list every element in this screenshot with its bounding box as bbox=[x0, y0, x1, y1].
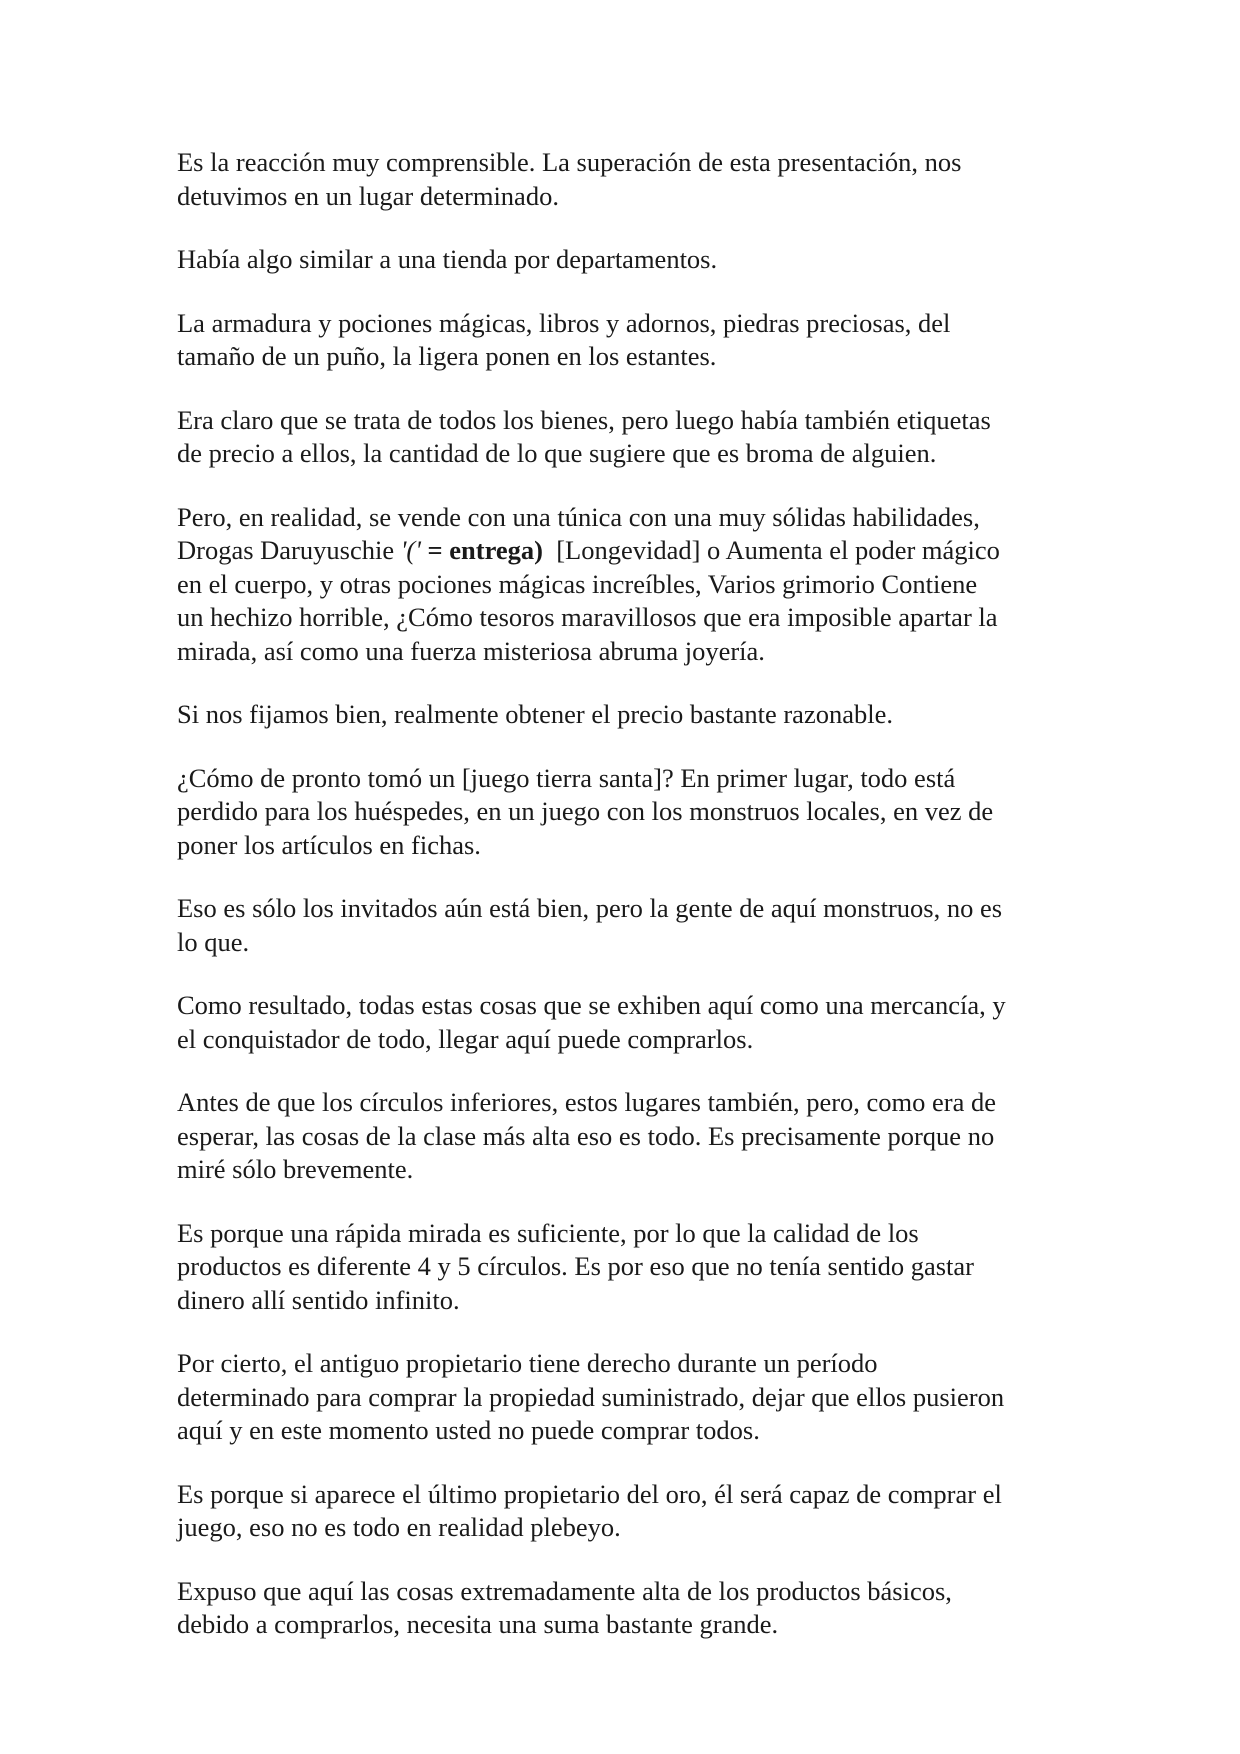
paragraph-10 bbox=[177, 1086, 1077, 1187]
paragraph-line: Expuso que aquí las cosas extremadamente alta de los productos básicos, bbox=[177, 1575, 952, 1606]
paragraph-line: esperar, las cosas de la clase más alta eso es todo. Es precisamente porque no bbox=[177, 1120, 995, 1151]
paragraph-line-end: [Longevidad] o Aumenta el poder mágico bbox=[542, 535, 1000, 565]
paragraph-line-start: Drogas Daruyuschie bbox=[177, 535, 401, 565]
paragraph-14 bbox=[177, 1575, 1077, 1642]
paragraph-13 bbox=[177, 1478, 1077, 1545]
paragraph-line: detuvimos en un lugar determinado. bbox=[177, 180, 559, 211]
paragraph-line: Antes de que los círculos inferiores, estos lugares también, pero, como era de bbox=[177, 1087, 997, 1117]
paragraph-6 bbox=[177, 698, 1077, 732]
paragraph-line: lo que. bbox=[177, 926, 250, 957]
paragraph-line: Era claro que se trata de todos los bienes, pero luego había también etiquetas bbox=[177, 404, 991, 435]
paragraph-line: el conquistador de todo, llegar aquí puede comprarlos. bbox=[177, 1023, 754, 1054]
paragraph-2 bbox=[177, 243, 1077, 277]
paragraph-8 bbox=[177, 892, 1077, 959]
paragraph-line: determinado para comprar la propiedad suministrado, dejar que ellos pusieron bbox=[177, 1381, 1005, 1412]
paragraph-11 bbox=[177, 1217, 1077, 1318]
paragraph-line: Es porque si aparece el último propietario del oro, él será capaz de comprar el bbox=[177, 1478, 1002, 1509]
document-body bbox=[177, 146, 1077, 1672]
paragraph-line: ¿Cómo de pronto tomó un [juego tierra santa]? En primer lugar, todo está bbox=[177, 762, 956, 793]
paragraph-1 bbox=[177, 146, 1077, 213]
paragraph-line: perdido para los huéspedes, en un juego con los monstruos locales, en vez de bbox=[177, 796, 994, 826]
paragraph-5 bbox=[177, 501, 1077, 669]
paragraph-line: un hechizo horrible, ¿Cómo tesoros maravillosos que era imposible apartar la bbox=[177, 602, 998, 632]
paragraph-line: Como resultado, todas estas cosas que se exhiben aquí como una mercancía, y bbox=[177, 990, 1006, 1020]
paragraph-line: aquí y en este momento usted no puede comprar todos. bbox=[177, 1415, 760, 1445]
paragraph-bold-term: = entrega) bbox=[427, 535, 543, 565]
paragraph-line: Pero, en realidad, se vende con una túnica con una muy sólidas habilidades, bbox=[177, 501, 980, 532]
paragraph-9 bbox=[177, 989, 1077, 1056]
paragraph-line: Es porque una rápida mirada es suficiente, por lo que la calidad de los bbox=[177, 1217, 919, 1248]
paragraph-3 bbox=[177, 307, 1077, 374]
paragraph-12 bbox=[177, 1347, 1077, 1448]
paragraph-line: Eso es sólo los invitados aún está bien, pero la gente de aquí monstruos, no es bbox=[177, 893, 1003, 923]
paragraph-line: juego, eso no es todo en realidad plebeyo. bbox=[177, 1512, 621, 1542]
paragraph-line: La armadura y pociones mágicas, libros y adornos, piedras preciosas, del bbox=[177, 307, 951, 338]
paragraph-italic-mark: '(' bbox=[400, 535, 428, 565]
paragraph-line: Si nos fijamos bien, realmente obtener el precio bastante razonable. bbox=[177, 699, 893, 729]
paragraph-line: mirada, así como una fuerza misteriosa abruma joyería. bbox=[177, 635, 765, 666]
paragraph-line: debido a comprarlos, necesita una suma bastante grande. bbox=[177, 1609, 779, 1639]
paragraph-line: Había algo similar a una tienda por departamentos. bbox=[177, 244, 718, 274]
paragraph-line: poner los artículos en fichas. bbox=[177, 829, 481, 860]
paragraph-line: de precio a ellos, la cantidad de lo que sugiere que es broma de alguien. bbox=[177, 438, 937, 468]
paragraph-line: en el cuerpo, y otras pociones mágicas increíbles, Varios grimorio Contiene bbox=[177, 568, 978, 599]
paragraph-line: miré sólo brevemente. bbox=[177, 1154, 414, 1184]
paragraph-7 bbox=[177, 762, 1077, 863]
paragraph-line: productos es diferente 4 y 5 círculos. Es por eso que no tenía sentido gastar bbox=[177, 1251, 974, 1281]
paragraph-line: Por cierto, el antiguo propietario tiene derecho durante un período bbox=[177, 1348, 878, 1378]
paragraph-line: Es la reacción muy comprensible. La superación de esta presentación, nos bbox=[177, 147, 962, 177]
paragraph-line: tamaño de un puño, la ligera ponen en los estantes. bbox=[177, 341, 717, 371]
paragraph-line: dinero allí sentido infinito. bbox=[177, 1284, 460, 1315]
paragraph-4 bbox=[177, 404, 1077, 471]
